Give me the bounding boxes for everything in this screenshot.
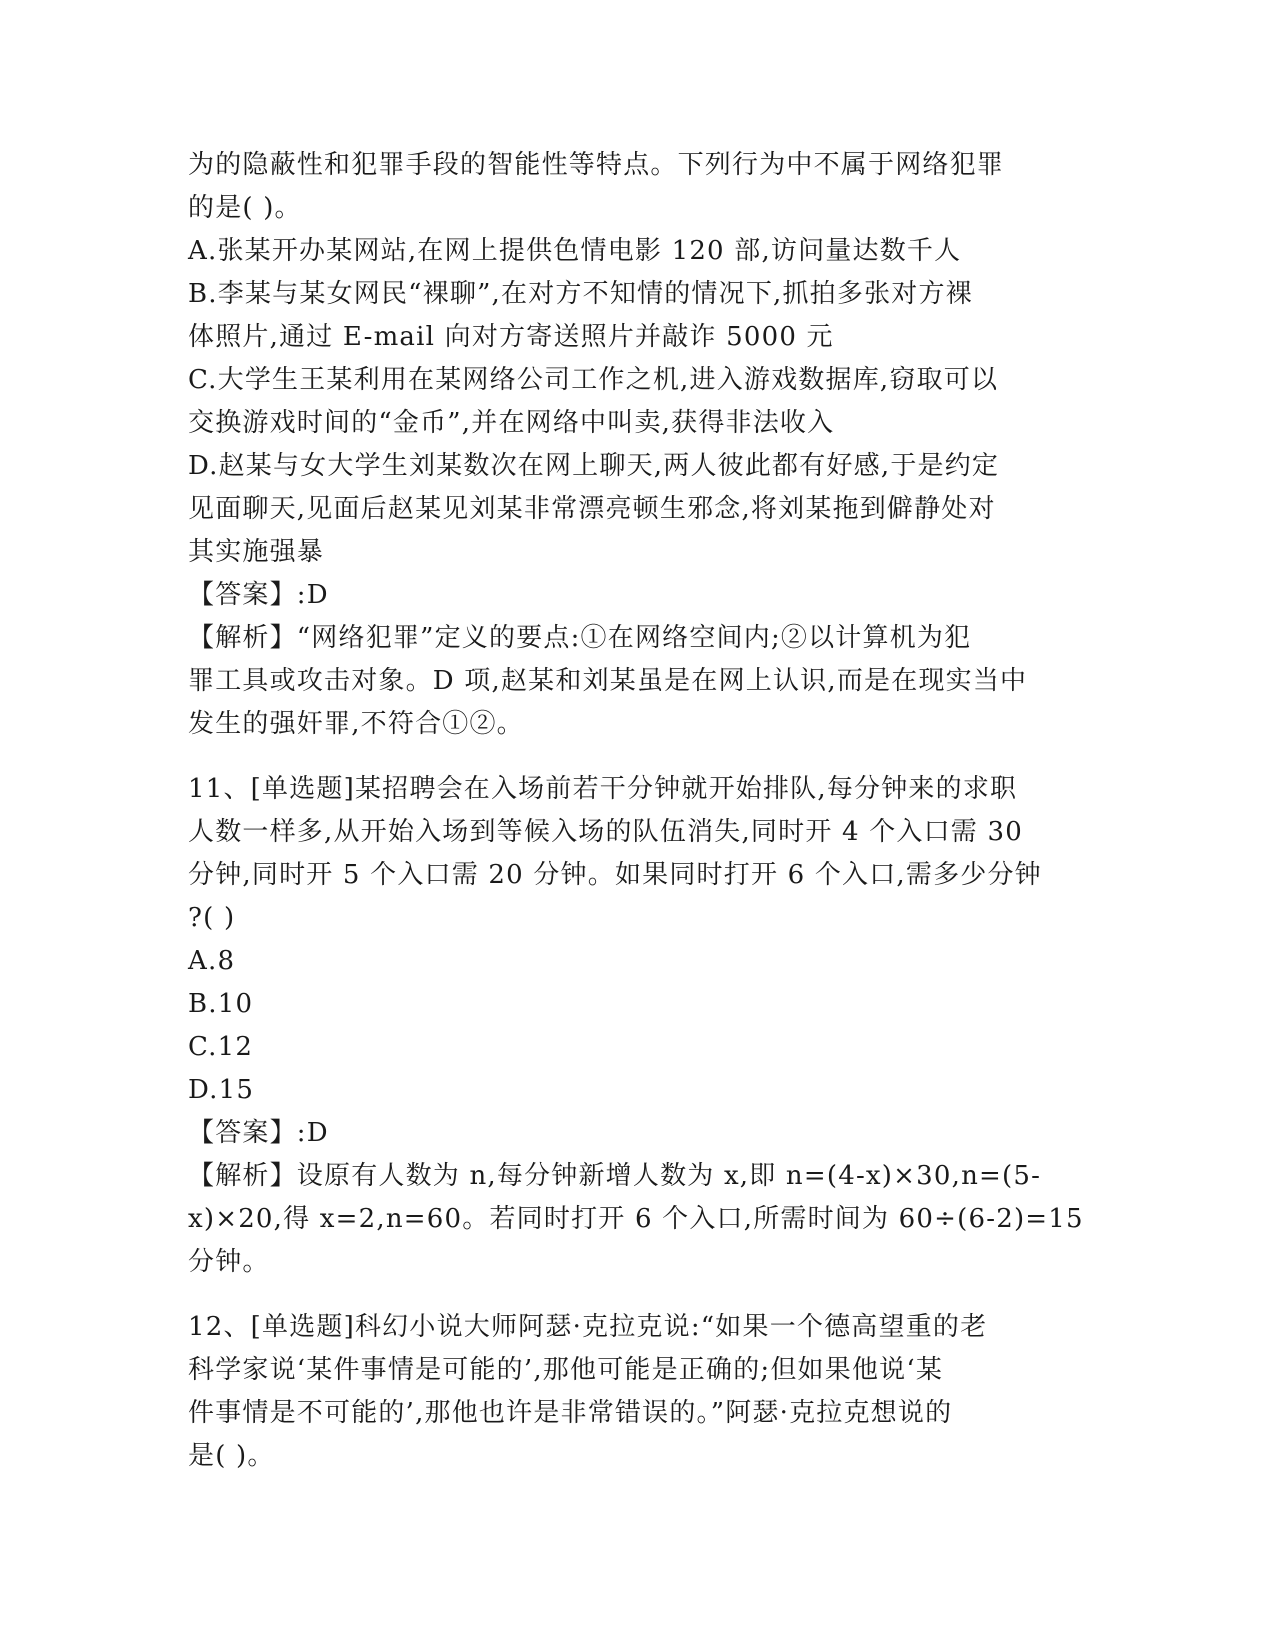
option-d-continued: 见面聊天,见面后赵某见刘某非常漂亮顿生邪念,将刘某拖到僻静处对 (188, 494, 996, 524)
question-10 (188, 144, 1088, 746)
analysis-line: 【解析】设原有人数为 n,每分钟新增人数为 x,即 n=(4-x)×30,n=(5- (188, 1161, 1042, 1191)
question-stem-line: 科学家说‘某件事情是可能的’,那他可能是正确的;但如果他说‘某 (188, 1355, 944, 1385)
question-stem-line: 人数一样多,从开始入场到等候入场的队伍消失,同时开 4 个入口需 30 (188, 817, 1023, 847)
question-stem-line: 12、[单选题]科幻小说大师阿瑟·克拉克说:“如果一个德高望重的老 (188, 1312, 988, 1342)
question-stem-line: 是( )。 (188, 1441, 275, 1471)
question-12 (188, 1306, 1088, 1478)
option-c: C.12 (188, 1032, 254, 1062)
analysis-line: 罪工具或攻击对象。D 项,赵某和刘某虽是在网上认识,而是在现实当中 (188, 666, 1028, 696)
analysis-line: 【解析】“网络犯罪”定义的要点:①在网络空间内;②以计算机为犯 (188, 623, 972, 653)
option-b: B.李某与某女网民“裸聊”,在对方不知情的情况下,抓拍多张对方裸 (188, 279, 973, 309)
question-stem-line: ?( ) (188, 903, 236, 933)
question-11 (188, 768, 1088, 1284)
analysis-line: 分钟。 (188, 1247, 270, 1277)
answer: 【答案】:D (188, 580, 329, 610)
option-b: B.10 (188, 989, 254, 1019)
option-d-continued: 其实施强暴 (188, 537, 325, 567)
analysis-line: 发生的强奸罪,不符合①②。 (188, 709, 524, 739)
option-c: C.大学生王某利用在某网络公司工作之机,进入游戏数据库,窃取可以 (188, 365, 999, 395)
question-gap (188, 746, 1088, 768)
question-stem-line: 件事情是不可能的’,那他也许是非常错误的。”阿瑟·克拉克想说的 (188, 1398, 953, 1428)
analysis-line: x)×20,得 x=2,n=60。若同时打开 6 个入口,所需时间为 60÷(6-2)=15 (188, 1204, 1084, 1234)
question-gap (188, 1284, 1088, 1306)
document-content (188, 144, 1088, 1478)
question-stem-line: 11、[单选题]某招聘会在入场前若干分钟就开始排队,每分钟来的求职 (188, 774, 1018, 804)
question-stem-line: 为的隐蔽性和犯罪手段的智能性等特点。下列行为中不属于网络犯罪 (188, 150, 1005, 180)
option-d: D.赵某与女大学生刘某数次在网上聊天,两人彼此都有好感,于是约定 (188, 451, 1000, 481)
answer: 【答案】:D (188, 1118, 329, 1148)
option-c-continued: 交换游戏时间的“金币”,并在网络中叫卖,获得非法收入 (188, 408, 835, 438)
option-a: A.张某开办某网站,在网上提供色情电影 120 部,访问量达数千人 (188, 236, 962, 266)
question-stem-line: 分钟,同时开 5 个入口需 20 分钟。如果同时打开 6 个入口,需多少分钟 (188, 860, 1042, 890)
option-d: D.15 (188, 1075, 255, 1105)
option-a: A.8 (188, 946, 236, 976)
option-b-continued: 体照片,通过 E-mail 向对方寄送照片并敲诈 5000 元 (188, 322, 834, 352)
question-stem-line: 的是( )。 (188, 193, 302, 223)
